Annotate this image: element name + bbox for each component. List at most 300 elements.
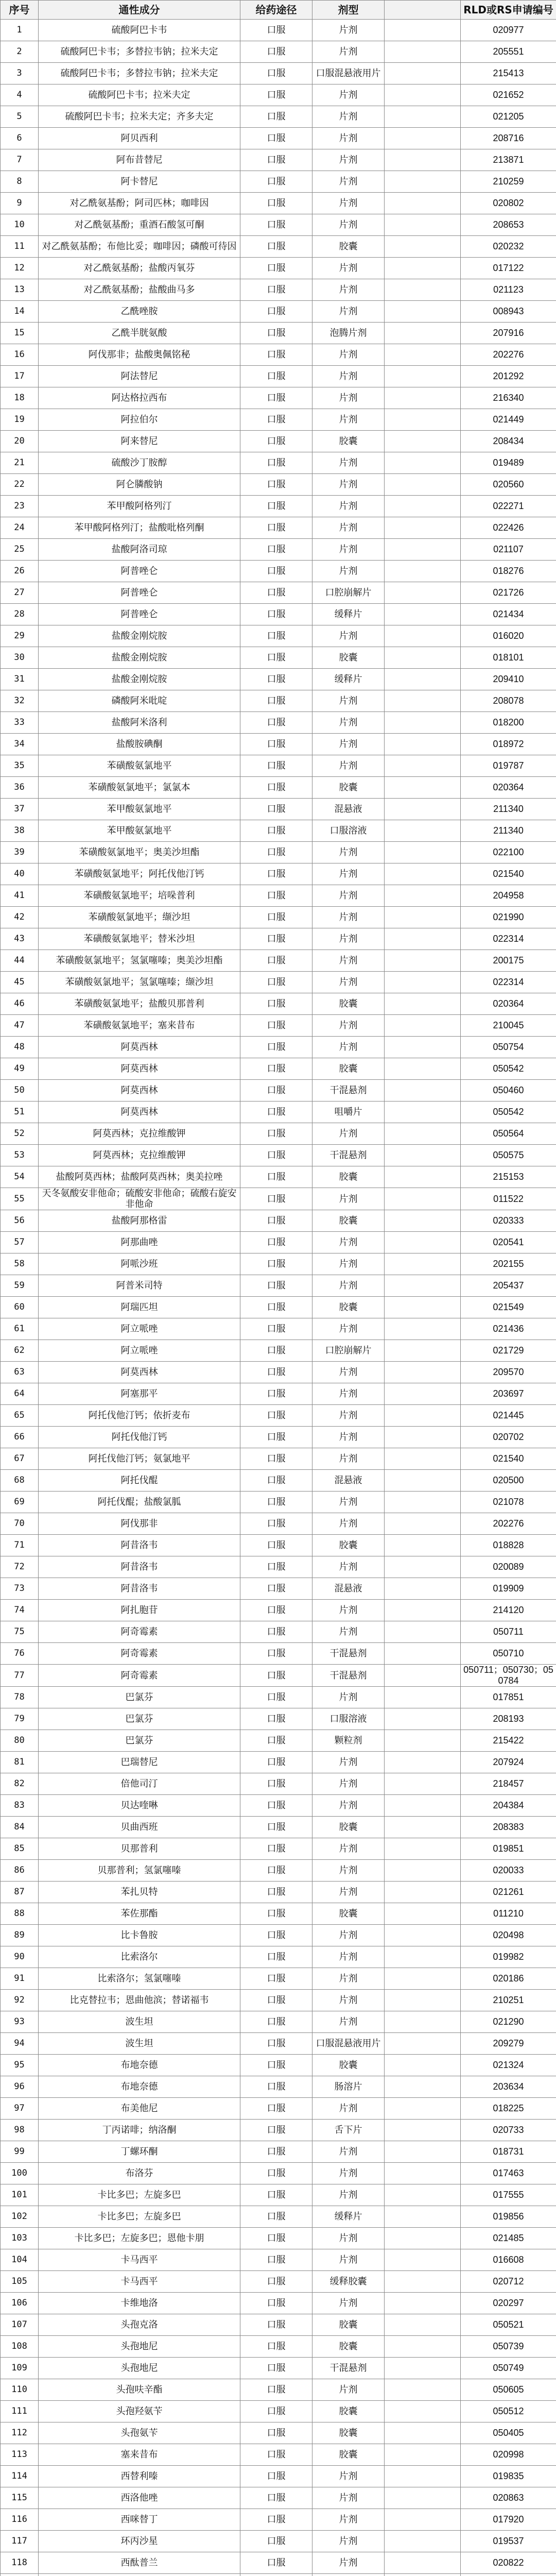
table-row [1, 1925, 556, 1946]
table-row [1, 972, 556, 993]
cell-route: 口服 [240, 2444, 312, 2466]
cell-application-number: 050749 [461, 2358, 556, 2379]
cell-index: 17 [1, 366, 39, 387]
cell-index: 82 [1, 1773, 39, 1795]
cell-dosage-form-2 [385, 128, 461, 149]
cell-index: 93 [1, 2011, 39, 2033]
cell-application-number: 020541 [461, 1232, 556, 1253]
cell-index: 65 [1, 1405, 39, 1427]
cell-ingredient: 阿瑞匹坦 [39, 1297, 240, 1318]
cell-dosage-form: 缓释胶囊 [312, 2271, 385, 2293]
cell-route: 口服 [240, 2314, 312, 2336]
cell-application-number: 200175 [461, 950, 556, 972]
cell-application-number: 020977 [461, 20, 556, 41]
table-row [1, 2206, 556, 2228]
table-row [1, 1860, 556, 1882]
cell-dosage-form-2 [385, 690, 461, 712]
cell-dosage-form-2 [385, 1015, 461, 1037]
cell-dosage-form: 片剂 [312, 1946, 385, 1968]
cell-index: 41 [1, 885, 39, 907]
cell-application-number: 021652 [461, 84, 556, 106]
cell-application-number: 020186 [461, 1968, 556, 1990]
table-row [1, 2574, 556, 2576]
cell-route: 口服 [240, 452, 312, 474]
table-row [1, 1556, 556, 1578]
cell-application-number: 203697 [461, 1383, 556, 1405]
cell-route: 口服 [240, 2120, 312, 2141]
cell-route: 口服 [240, 561, 312, 582]
cell-ingredient: 苯甲酸氨氯地平 [39, 820, 240, 842]
cell-route: 口服 [240, 1470, 312, 1492]
cell-ingredient: 比克替拉韦；恩曲他滨；替诺福韦 [39, 1990, 240, 2011]
cell-application-number: 020998 [461, 2444, 556, 2466]
cell-ingredient: 盐酸阿那格雷 [39, 1210, 240, 1232]
cell-ingredient: 布洛芬 [39, 2163, 240, 2184]
cell-dosage-form: 缓释片 [312, 604, 385, 625]
cell-dosage-form-2 [385, 387, 461, 409]
cell-dosage-form-2 [385, 950, 461, 972]
cell-ingredient: 比索洛尔；氢氯噻嗪 [39, 1968, 240, 1990]
cell-application-number: 208434 [461, 431, 556, 452]
cell-route: 口服 [240, 625, 312, 647]
table-row [1, 1882, 556, 1903]
cell-application-number: 011210 [461, 1903, 556, 1925]
cell-ingredient: 西咪替丁 [39, 2509, 240, 2531]
table-row [1, 1427, 556, 1448]
cell-application-number: 021205 [461, 106, 556, 128]
cell-index: 72 [1, 1556, 39, 1578]
cell-application-number: 209279 [461, 2033, 556, 2055]
cell-application-number: 020802 [461, 193, 556, 214]
cell-ingredient: 硫酸阿巴卡韦 [39, 20, 240, 41]
table-row [1, 236, 556, 258]
cell-application-number: 019856 [461, 2206, 556, 2228]
cell-application-number: 210045 [461, 1015, 556, 1037]
cell-dosage-form-2 [385, 2011, 461, 2033]
header-dosage-form-2 [385, 1, 461, 20]
cell-ingredient: 头孢地尼 [39, 2358, 240, 2379]
cell-dosage-form-2 [385, 2444, 461, 2466]
cell-dosage-form: 片剂 [312, 387, 385, 409]
cell-route: 口服 [240, 258, 312, 279]
cell-dosage-form-2 [385, 972, 461, 993]
cell-dosage-form-2 [385, 755, 461, 777]
cell-index: 79 [1, 1708, 39, 1730]
cell-route: 口服 [240, 214, 312, 236]
cell-application-number: 050575 [461, 1145, 556, 1166]
cell-application-number: 019787 [461, 755, 556, 777]
cell-index: 3 [1, 63, 39, 84]
cell-dosage-form-2 [385, 1253, 461, 1275]
cell-dosage-form-2 [385, 1470, 461, 1492]
cell-dosage-form: 片剂 [312, 561, 385, 582]
table-row [1, 539, 556, 561]
cell-dosage-form: 片剂 [312, 1405, 385, 1427]
cell-dosage-form: 片剂 [312, 1752, 385, 1773]
cell-ingredient: 苯磺酸氨氯地平；氢氯噻嗪；奥美沙坦酯 [39, 950, 240, 972]
cell-index: 101 [1, 2184, 39, 2206]
cell-application-number: 050739 [461, 2336, 556, 2358]
cell-application-number: 210251 [461, 1990, 556, 2011]
cell-dosage-form: 片剂 [312, 1795, 385, 1817]
cell-index: 20 [1, 431, 39, 452]
cell-dosage-form-2 [385, 2314, 461, 2336]
table-row [1, 2422, 556, 2444]
cell-dosage-form: 片剂 [312, 2293, 385, 2314]
cell-route: 口服 [240, 863, 312, 885]
cell-route: 口服 [240, 2336, 312, 2358]
cell-application-number: 208383 [461, 1817, 556, 1838]
cell-application-number: 210259 [461, 171, 556, 193]
cell-route: 口服 [240, 842, 312, 863]
cell-route: 口服 [240, 20, 312, 41]
cell-dosage-form: 片剂 [312, 1188, 385, 1210]
table-row [1, 2033, 556, 2055]
cell-route: 口服 [240, 474, 312, 496]
cell-route: 口服 [240, 193, 312, 214]
cell-index: 103 [1, 2228, 39, 2249]
table-row [1, 452, 556, 474]
cell-route: 口服 [240, 1752, 312, 1773]
cell-dosage-form-2 [385, 993, 461, 1015]
cell-dosage-form: 片剂 [312, 2531, 385, 2552]
cell-route: 口服 [240, 1556, 312, 1578]
cell-index: 9 [1, 193, 39, 214]
cell-application-number: 018276 [461, 561, 556, 582]
cell-dosage-form-2 [385, 734, 461, 755]
cell-dosage-form-2 [385, 2552, 461, 2574]
cell-dosage-form: 片剂 [312, 1925, 385, 1946]
cell-dosage-form-2 [385, 1340, 461, 1362]
cell-route: 口服 [240, 2487, 312, 2509]
table-row [1, 885, 556, 907]
cell-route: 口服 [240, 1405, 312, 1427]
cell-dosage-form: 片剂 [312, 863, 385, 885]
cell-dosage-form-2 [385, 2358, 461, 2379]
cell-index: 109 [1, 2358, 39, 2379]
cell-dosage-form-2 [385, 236, 461, 258]
table-row [1, 1188, 556, 1210]
cell-index: 23 [1, 496, 39, 517]
cell-application-number: 017555 [461, 2184, 556, 2206]
cell-index: 80 [1, 1730, 39, 1752]
table-row [1, 647, 556, 669]
cell-route: 口服 [240, 63, 312, 84]
table-row [1, 820, 556, 842]
cell-dosage-form-2 [385, 214, 461, 236]
cell-index: 18 [1, 387, 39, 409]
cell-dosage-form: 片剂 [312, 517, 385, 539]
cell-index: 78 [1, 1687, 39, 1708]
cell-application-number: 204958 [461, 885, 556, 907]
table-row [1, 1405, 556, 1427]
cell-route: 口服 [240, 1838, 312, 1860]
table-row [1, 1232, 556, 1253]
cell-index: 19 [1, 409, 39, 431]
cell-index: 96 [1, 2076, 39, 2098]
cell-dosage-form: 缓释片 [312, 2206, 385, 2228]
cell-application-number: 209570 [461, 1362, 556, 1383]
table-row [1, 214, 556, 236]
cell-ingredient: 乙酰唑胺 [39, 301, 240, 323]
cell-dosage-form-2 [385, 2184, 461, 2206]
cell-application-number: 020498 [461, 1925, 556, 1946]
cell-index: 43 [1, 928, 39, 950]
cell-application-number: 019982 [461, 1946, 556, 1968]
table-row [1, 1275, 556, 1297]
table-row [1, 517, 556, 539]
cell-index: 48 [1, 1037, 39, 1058]
cell-dosage-form: 胶囊 [312, 647, 385, 669]
cell-application-number: 018101 [461, 647, 556, 669]
cell-dosage-form-2 [385, 171, 461, 193]
cell-route: 口服 [240, 1946, 312, 1968]
cell-route: 口服 [240, 84, 312, 106]
header-route: 给药途径 [240, 1, 312, 20]
cell-ingredient: 阿托伐他汀钙；依折麦布 [39, 1405, 240, 1427]
cell-dosage-form: 胶囊 [312, 2055, 385, 2076]
cell-ingredient: 布地奈德 [39, 2055, 240, 2076]
cell-index: 74 [1, 1600, 39, 1621]
cell-dosage-form: 片剂 [312, 1600, 385, 1621]
cell-application-number: 022100 [461, 842, 556, 863]
table-row [1, 2228, 556, 2249]
cell-ingredient: 头孢氨苄 [39, 2422, 240, 2444]
table-row [1, 1708, 556, 1730]
cell-ingredient: 阿普唑仑 [39, 561, 240, 582]
cell-index: 38 [1, 820, 39, 842]
cell-dosage-form: 片剂 [312, 1968, 385, 1990]
cell-route: 口服 [240, 2271, 312, 2293]
cell-application-number: 021123 [461, 279, 556, 301]
cell-application-number: 050512 [461, 2401, 556, 2422]
cell-ingredient: 阿普唑仑 [39, 604, 240, 625]
cell-ingredient: 盐酸胺碘酮 [39, 734, 240, 755]
cell-index: 115 [1, 2487, 39, 2509]
cell-index: 111 [1, 2401, 39, 2422]
cell-ingredient: 阿莫西林 [39, 1101, 240, 1123]
cell-route: 口服 [240, 236, 312, 258]
cell-dosage-form: 片剂 [312, 1275, 385, 1297]
cell-application-number: 018972 [461, 734, 556, 755]
cell-dosage-form: 片剂 [312, 366, 385, 387]
cell-application-number: 216340 [461, 387, 556, 409]
cell-ingredient: 卡马西平 [39, 2249, 240, 2271]
table-row [1, 1470, 556, 1492]
cell-index: 77 [1, 1665, 39, 1687]
table-row [1, 2098, 556, 2120]
cell-index: 32 [1, 690, 39, 712]
cell-index: 4 [1, 84, 39, 106]
table-row [1, 712, 556, 734]
cell-dosage-form-2 [385, 885, 461, 907]
cell-ingredient: 波生坦 [39, 2011, 240, 2033]
cell-dosage-form: 胶囊 [312, 993, 385, 1015]
cell-dosage-form: 片剂 [312, 842, 385, 863]
cell-application-number: 016020 [461, 625, 556, 647]
cell-route: 口服 [240, 1145, 312, 1166]
cell-index: 16 [1, 344, 39, 366]
cell-route: 口服 [240, 1600, 312, 1621]
cell-ingredient: 对乙酰氨基酚；盐酸丙氧芬 [39, 258, 240, 279]
cell-application-number: 214120 [461, 1600, 556, 1621]
cell-application-number: 050460 [461, 1080, 556, 1101]
table-row [1, 690, 556, 712]
table-row [1, 1535, 556, 1556]
cell-dosage-form-2 [385, 842, 461, 863]
cell-route: 口服 [240, 1730, 312, 1752]
cell-dosage-form-2 [385, 1362, 461, 1383]
table-row [1, 561, 556, 582]
cell-ingredient: 丁丙诺啡；纳洛酮 [39, 2120, 240, 2141]
cell-index: 28 [1, 604, 39, 625]
cell-route: 口服 [240, 972, 312, 993]
cell-dosage-form: 片剂 [312, 2098, 385, 2120]
cell-dosage-form-2 [385, 1990, 461, 2011]
table-row [1, 2314, 556, 2336]
cell-dosage-form: 片剂 [312, 409, 385, 431]
cell-application-number: 050521 [461, 2314, 556, 2336]
cell-application-number: 205437 [461, 1275, 556, 1297]
cell-route: 口服 [240, 1925, 312, 1946]
cell-index: 37 [1, 799, 39, 820]
cell-dosage-form-2 [385, 1708, 461, 1730]
table-row [1, 1643, 556, 1665]
cell-dosage-form: 颗粒剂 [312, 1730, 385, 1752]
cell-index: 45 [1, 972, 39, 993]
cell-route: 口服 [240, 647, 312, 669]
cell-index: 61 [1, 1318, 39, 1340]
cell-route: 口服 [240, 1383, 312, 1405]
cell-dosage-form: 片剂 [312, 1773, 385, 1795]
table-row [1, 1448, 556, 1470]
cell-index: 83 [1, 1795, 39, 1817]
cell-dosage-form: 胶囊 [312, 431, 385, 452]
cell-ingredient: 阿伐那非 [39, 1513, 240, 1535]
cell-dosage-form: 胶囊 [312, 1817, 385, 1838]
table-row [1, 2249, 556, 2271]
cell-route: 口服 [240, 539, 312, 561]
table-row [1, 1015, 556, 1037]
cell-ingredient: 阿法替尼 [39, 366, 240, 387]
cell-application-number: 011522 [461, 1188, 556, 1210]
table-row [1, 323, 556, 344]
cell-route: 口服 [240, 517, 312, 539]
cell-application-number: 018731 [461, 2141, 556, 2163]
cell-application-number: 019489 [461, 452, 556, 474]
cell-dosage-form-2 [385, 84, 461, 106]
cell-application-number: 020822 [461, 2552, 556, 2574]
cell-application-number: 021540 [461, 1448, 556, 1470]
table-row [1, 1513, 556, 1535]
cell-ingredient: 布美他尼 [39, 2098, 240, 2120]
cell-dosage-form-2 [385, 2574, 461, 2576]
header-dosage-form: 剂型 [312, 1, 385, 20]
cell-index: 56 [1, 1210, 39, 1232]
cell-route: 口服 [240, 2379, 312, 2401]
cell-route: 口服 [240, 1448, 312, 1470]
cell-application-number: 020500 [461, 1470, 556, 1492]
cell-dosage-form: 片剂 [312, 128, 385, 149]
table-row [1, 1037, 556, 1058]
cell-ingredient: 苯佐那酯 [39, 1903, 240, 1925]
cell-index: 117 [1, 2531, 39, 2552]
cell-route: 口服 [240, 2011, 312, 2033]
table-row [1, 1362, 556, 1383]
cell-application-number: 017122 [461, 258, 556, 279]
cell-route: 口服 [240, 755, 312, 777]
cell-dosage-form-2 [385, 1556, 461, 1578]
cell-index: 7 [1, 149, 39, 171]
cell-application-number: 020863 [461, 2487, 556, 2509]
table-row [1, 2336, 556, 2358]
cell-route: 口服 [240, 690, 312, 712]
table-row [1, 863, 556, 885]
cell-dosage-form: 胶囊 [312, 2314, 385, 2336]
cell-dosage-form: 胶囊 [312, 2444, 385, 2466]
cell-application-number: 021485 [461, 2228, 556, 2249]
cell-route: 口服 [240, 1687, 312, 1708]
cell-route: 口服 [240, 1708, 312, 1730]
cell-dosage-form: 口腔崩解片 [312, 1340, 385, 1362]
cell-application-number: 020733 [461, 2120, 556, 2141]
cell-application-number: 021261 [461, 1882, 556, 1903]
cell-index: 81 [1, 1752, 39, 1773]
table-row [1, 1318, 556, 1340]
cell-index: 73 [1, 1578, 39, 1600]
cell-dosage-form-2 [385, 1058, 461, 1080]
cell-dosage-form: 片剂 [312, 1362, 385, 1383]
cell-application-number: 050711 [461, 1621, 556, 1643]
cell-ingredient: 苯扎贝特 [39, 1882, 240, 1903]
cell-ingredient: 波生坦 [39, 2033, 240, 2055]
cell-route: 口服 [240, 1232, 312, 1253]
table-row [1, 842, 556, 863]
table-row [1, 2444, 556, 2466]
cell-index: 92 [1, 1990, 39, 2011]
cell-index: 15 [1, 323, 39, 344]
cell-route: 口服 [240, 2228, 312, 2249]
cell-dosage-form: 片剂 [312, 149, 385, 171]
cell-dosage-form-2 [385, 582, 461, 604]
cell-dosage-form-2 [385, 193, 461, 214]
cell-application-number: 050542 [461, 1058, 556, 1080]
cell-dosage-form-2 [385, 1513, 461, 1535]
cell-dosage-form-2 [385, 2401, 461, 2422]
table-row [1, 2509, 556, 2531]
cell-route: 口服 [240, 1968, 312, 1990]
cell-route: 口服 [240, 2249, 312, 2271]
table-row [1, 149, 556, 171]
cell-ingredient: 对乙酰氨基酚；盐酸曲马多 [39, 279, 240, 301]
cell-index: 54 [1, 1166, 39, 1188]
cell-ingredient: 贝那普利；氢氯噻嗪 [39, 1860, 240, 1882]
table-row [1, 193, 556, 214]
cell-index: 102 [1, 2206, 39, 2228]
cell-ingredient: 苯磺酸氨氯地平；盐酸贝那普利 [39, 993, 240, 1015]
cell-dosage-form-2 [385, 474, 461, 496]
cell-dosage-form: 片剂 [312, 496, 385, 517]
cell-route: 口服 [240, 2055, 312, 2076]
cell-dosage-form: 片剂 [312, 1232, 385, 1253]
cell-index: 67 [1, 1448, 39, 1470]
cell-dosage-form-2 [385, 2055, 461, 2076]
cell-route: 口服 [240, 1253, 312, 1275]
cell-ingredient: 阿伐那非；盐酸奥佩铭秘 [39, 344, 240, 366]
cell-index: 59 [1, 1275, 39, 1297]
cell-route: 口服 [240, 2358, 312, 2379]
table-row [1, 1773, 556, 1795]
